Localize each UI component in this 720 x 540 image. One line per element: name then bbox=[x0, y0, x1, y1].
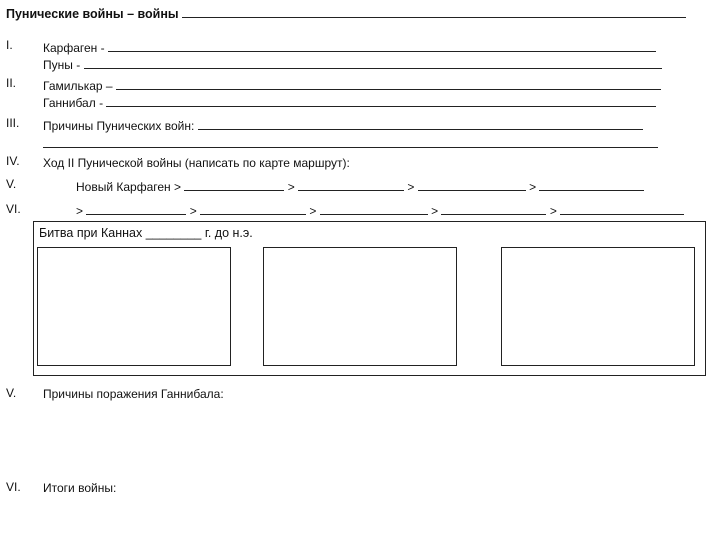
route-arrow-2: > bbox=[407, 180, 415, 194]
cannae-label: Битва при Каннах ________ г. до н.э. bbox=[39, 226, 253, 240]
puny-row bbox=[43, 57, 662, 72]
defeat-label: Причины поражения Ганнибала: bbox=[43, 387, 224, 401]
hannibal-row bbox=[43, 95, 656, 110]
item-3-number: III. bbox=[6, 116, 20, 130]
carthage-blank[interactable] bbox=[108, 40, 656, 52]
route-row-1 bbox=[76, 179, 644, 194]
item-5-number: V. bbox=[6, 177, 17, 191]
item-4-number: IV. bbox=[6, 154, 20, 168]
route-arrow-8: > bbox=[549, 204, 557, 218]
new-carthage-label: Новый Карфаген > bbox=[76, 180, 182, 194]
hannibal-label: Ганнибал - bbox=[43, 96, 104, 110]
route-row-2 bbox=[76, 203, 684, 218]
battle-drawing-box-1[interactable] bbox=[37, 247, 231, 366]
route-arrow-1: > bbox=[287, 180, 295, 194]
route-blank-5[interactable] bbox=[86, 203, 186, 215]
route-arrow-3: > bbox=[529, 180, 537, 194]
route-arrow-4: > bbox=[76, 204, 84, 218]
route-blank-9[interactable] bbox=[560, 203, 684, 215]
carthage-label: Карфаген - bbox=[43, 41, 105, 55]
route-blank-7[interactable] bbox=[320, 203, 428, 215]
results-label: Итоги войны: bbox=[43, 481, 117, 495]
route-blank-6[interactable] bbox=[200, 203, 306, 215]
causes-label: Причины Пунических войн: bbox=[43, 119, 195, 133]
puny-blank[interactable] bbox=[84, 57, 662, 69]
item-2-number: II. bbox=[6, 76, 17, 90]
causes-blank-2[interactable] bbox=[43, 136, 658, 148]
course-label: Ход II Пунической войны (написать по карте маршрут): bbox=[43, 156, 350, 170]
route-arrow-6: > bbox=[309, 204, 317, 218]
route-blank-4[interactable] bbox=[539, 179, 644, 191]
item-6-number: VI. bbox=[6, 202, 21, 216]
route-blank-3[interactable] bbox=[418, 179, 526, 191]
carthage-row bbox=[43, 40, 656, 55]
battle-drawing-box-2[interactable] bbox=[263, 247, 457, 366]
hamilcar-blank[interactable] bbox=[116, 78, 661, 90]
puny-label: Пуны - bbox=[43, 58, 81, 72]
hamilcar-row bbox=[43, 78, 661, 93]
causes-line-2 bbox=[43, 136, 658, 151]
item-7-number: V. bbox=[6, 386, 17, 400]
item-1-number: I. bbox=[6, 38, 13, 52]
hamilcar-label: Гамилькар – bbox=[43, 79, 113, 93]
route-arrow-5: > bbox=[189, 204, 197, 218]
route-blank-2[interactable] bbox=[298, 179, 404, 191]
route-arrow-7: > bbox=[431, 204, 439, 218]
route-blank-1[interactable] bbox=[184, 179, 284, 191]
causes-blank[interactable] bbox=[198, 118, 643, 130]
title-blank[interactable] bbox=[182, 6, 686, 18]
causes-row bbox=[43, 118, 643, 133]
item-8-number: VI. bbox=[6, 480, 21, 494]
page-title: Пунические войны – войны bbox=[6, 6, 686, 21]
hannibal-blank[interactable] bbox=[106, 95, 656, 107]
route-blank-8[interactable] bbox=[441, 203, 546, 215]
battle-drawing-box-3[interactable] bbox=[501, 247, 695, 366]
cannae-frame bbox=[33, 221, 706, 376]
